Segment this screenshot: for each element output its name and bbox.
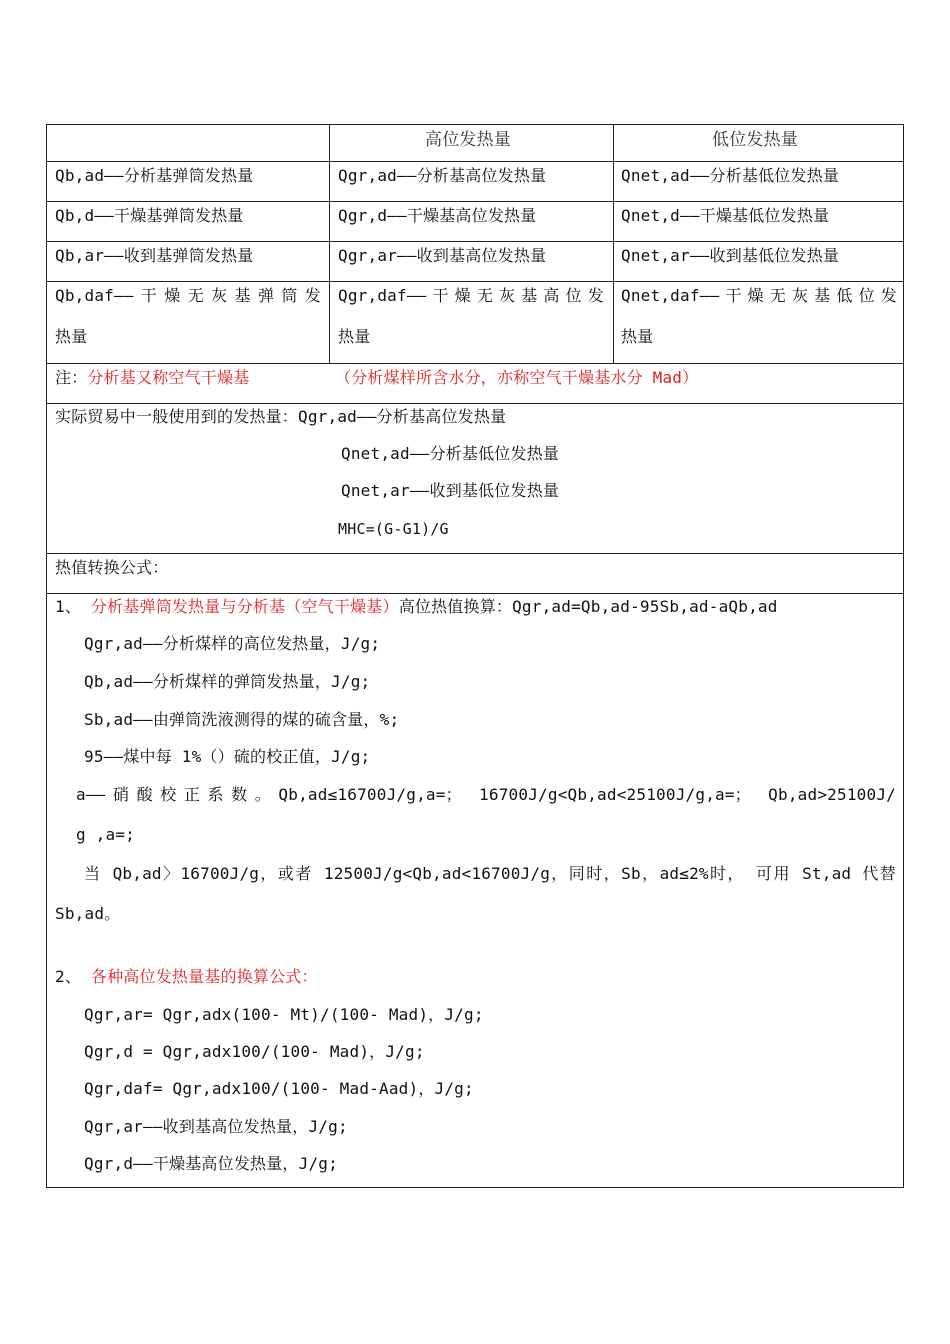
formula-title: 热值转换公式： — [55, 558, 169, 577]
section2-number: 2、 — [55, 967, 82, 986]
cell: Qb,ad——分析基弹筒发热量 — [55, 166, 254, 185]
section1-number: 1、 — [55, 597, 82, 616]
note-prefix: 注： — [55, 368, 88, 387]
formula-line: a——硝酸校正系数。Qb,ad≤16700J/g,a=； 16700J/g<Qb,ad<25100J/g,a=； Qb,ad>25100J/ — [76, 785, 896, 804]
cell: Qb,d——干燥基弹筒发热量 — [55, 206, 244, 225]
formula-line: Qgr,ar= Qgr,adx(100- Mt)/(100- Mad)，J/g; — [84, 1005, 484, 1024]
mhc-formula: MHC=(G-G1)/G — [338, 520, 449, 538]
formula-line: Sb,ad——由弹筒洗液测得的煤的硫含量，%; — [84, 710, 400, 729]
row-divider — [47, 363, 903, 364]
section1-heading — [55, 596, 778, 618]
calorific-value-table — [46, 124, 904, 1188]
header-high: 高位发热量 — [425, 130, 511, 150]
trade-line: 实际贸易中一般使用到的发热量：Qgr,ad——分析基高位发热量 — [55, 407, 507, 426]
row-divider — [47, 403, 903, 404]
formula-line: Qgr,d = Qgr,adx100/(100- Mad)，J/g; — [84, 1042, 425, 1061]
formula-line: Sb,ad。 — [55, 904, 121, 923]
cell: Qnet,d——干燥基低位发热量 — [621, 206, 830, 225]
column-divider — [329, 125, 330, 363]
cell: 热量 — [338, 327, 371, 346]
row-divider — [47, 593, 903, 594]
section2-heading — [55, 966, 318, 988]
cell: Qb,daf——干燥无灰基弹筒发 — [55, 286, 321, 305]
note-row — [55, 367, 249, 389]
row-divider — [47, 241, 903, 242]
formula-line: Qgr,d——干燥基高位发热量，J/g; — [84, 1154, 338, 1173]
formula-line: Qgr,daf= Qgr,adx100/(100- Mad-Aad)，J/g; — [84, 1079, 474, 1098]
note-red-1: 分析基又称空气干燥基 — [87, 368, 250, 387]
formula-line: g ,a=; — [76, 825, 135, 844]
formula-line: 当 Qb,ad〉16700J/g，或者 12500J/g<Qb,ad<16700J/g，同时，Sb，ad≤2%时， 可用 St,ad 代替 — [84, 864, 896, 883]
cell: Qgr,ad——分析基高位发热量 — [338, 166, 547, 185]
row-divider — [47, 201, 903, 202]
cell: Qb,ar——收到基弹筒发热量 — [55, 246, 254, 265]
note-red-2: （分析煤样所含水分，亦称空气干燥基水分 Mad） — [335, 368, 699, 387]
trade-line: Qnet,ar——收到基低位发热量 — [341, 481, 560, 500]
section2-red: 各种高位发热量基的换算公式： — [90, 967, 318, 986]
row-divider — [47, 553, 903, 554]
header-low: 低位发热量 — [712, 130, 798, 150]
cell: Qnet,ar——收到基低位发热量 — [621, 246, 840, 265]
formula-line: 95——煤中每 1%（）硫的校正值，J/g; — [84, 747, 371, 766]
row-divider — [47, 161, 903, 162]
cell: Qgr,ar——收到基高位发热量 — [338, 246, 547, 265]
cell: Qnet,ad——分析基低位发热量 — [621, 166, 840, 185]
row-divider — [47, 281, 903, 282]
formula-line: Qb,ad——分析煤样的弹筒发热量，J/g; — [84, 672, 371, 691]
cell: 热量 — [621, 327, 654, 346]
cell: Qgr,daf——干燥无灰基高位发 — [338, 286, 604, 305]
formula-line: Qgr,ad——分析煤样的高位发热量，J/g; — [84, 634, 381, 653]
section1-rest: 高位热值换算：Qgr,ad=Qb,ad-95Sb,ad-aQb,ad — [398, 597, 778, 616]
cell: Qgr,d——干燥基高位发热量 — [338, 206, 537, 225]
cell: 热量 — [55, 327, 88, 346]
section1-red: 分析基弹筒发热量与分析基（空气干燥基） — [90, 597, 399, 616]
trade-line: Qnet,ad——分析基低位发热量 — [341, 444, 560, 463]
column-divider — [613, 125, 614, 363]
cell: Qnet,daf——干燥无灰基低位发 — [621, 286, 897, 305]
formula-line: Qgr,ar——收到基高位发热量，J/g; — [84, 1117, 348, 1136]
